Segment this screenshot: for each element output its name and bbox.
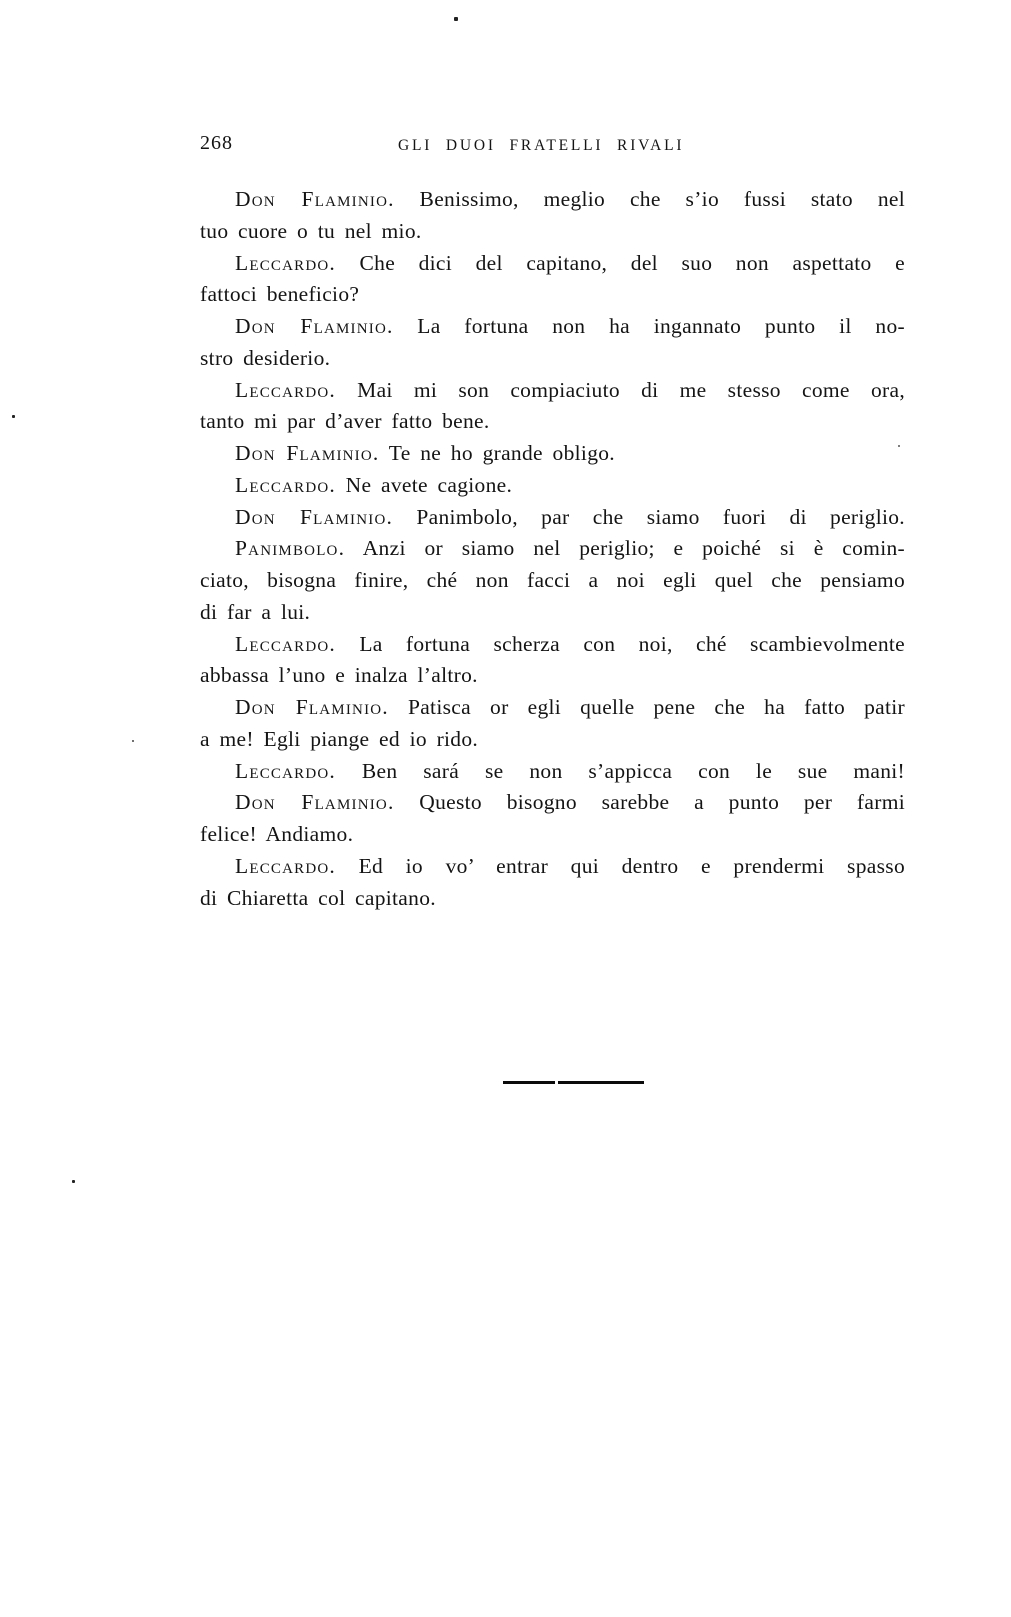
text-line: Leccardo. La fortuna scherza con noi, ché scambievolmente xyxy=(235,631,905,656)
text-line: Don Flaminio. Te ne ho grande obligo. xyxy=(235,441,615,465)
speaker-name: Don Flaminio. xyxy=(235,314,394,338)
speaker-name: Don Flaminio. xyxy=(235,441,380,465)
text-line: Don Flaminio. Benissimo, meglio che s’io fussi stato nel xyxy=(235,187,905,211)
text-line: Leccardo. Mai mi son compiaciuto di me stesso come ora, xyxy=(235,377,905,402)
text-line: Leccardo. Ben sará se non s’appicca con le sue mani! xyxy=(235,758,905,783)
dialogue-paragraph xyxy=(200,248,905,312)
speaker-name: Leccardo. xyxy=(235,377,336,402)
text-line: di Chiaretta col capitano. xyxy=(200,885,436,910)
text-line: ciato, bisogna finire, ché non facci a noi egli quel che pensiamo xyxy=(200,568,905,592)
dialogue-paragraph xyxy=(200,502,905,534)
text-line: di far a lui. xyxy=(200,599,311,624)
speaker-name: Panimbolo. xyxy=(235,536,346,561)
running-head xyxy=(0,0,1011,170)
dialogue-paragraph xyxy=(200,375,905,439)
dialogue-paragraph xyxy=(200,851,905,915)
dialogue-paragraph xyxy=(200,438,905,470)
page-number: 268 xyxy=(200,132,233,154)
running-title: GLI DUOI FRATELLI RIVALI xyxy=(398,137,685,154)
text-line: tuo cuore o tu nel mio. xyxy=(200,218,422,243)
text-line: Leccardo. Ne avete cagione. xyxy=(235,472,513,497)
dialogue-paragraph xyxy=(200,533,905,628)
scan-speck xyxy=(132,740,134,742)
dialogue xyxy=(200,184,905,914)
speaker-name: Don Flaminio. xyxy=(235,187,395,211)
speaker-name: Don Flaminio. xyxy=(235,790,395,815)
divider-segment xyxy=(558,1081,644,1084)
scan-speck xyxy=(12,415,15,418)
text-line: Don Flaminio. Panimbolo, par che siamo fuori di periglio. xyxy=(235,504,905,529)
dialogue-paragraph xyxy=(200,692,905,756)
text-line: Panimbolo. Anzi or siamo nel periglio; e poiché si è comin- xyxy=(235,536,905,561)
speaker-name: Leccardo. xyxy=(235,250,336,275)
dialogue-paragraph xyxy=(200,756,905,788)
speaker-name: Leccardo. xyxy=(235,758,336,783)
text-line: stro desiderio. xyxy=(200,345,331,370)
text-line: Don Flaminio. Patisca or egli quelle pene che ha fatto patir xyxy=(235,695,905,719)
text-line: Leccardo. Ed io vo’ entrar qui dentro e prendermi spasso xyxy=(235,853,905,878)
speaker-name: Leccardo. xyxy=(235,472,336,497)
text-line: felice! Andiamo. xyxy=(200,822,354,846)
speaker-name: Leccardo. xyxy=(235,853,336,878)
dialogue-paragraph xyxy=(200,311,905,375)
divider-segment xyxy=(503,1081,555,1084)
text-line: fattoci beneficio? xyxy=(200,282,360,307)
speaker-name: Don Flaminio. xyxy=(235,504,394,529)
dialogue-paragraph xyxy=(200,787,905,851)
scan-speck xyxy=(72,1180,75,1183)
section-divider xyxy=(503,1081,644,1084)
dialogue-paragraph xyxy=(200,629,905,693)
text-line: Don Flaminio. La fortuna non ha ingannato punto il no- xyxy=(235,314,905,338)
speaker-name: Don Flaminio. xyxy=(235,695,389,719)
text-line: tanto mi par d’aver fatto bene. xyxy=(200,409,490,434)
text-line: Don Flaminio. Questo bisogno sarebbe a punto per farmi xyxy=(235,790,905,815)
dialogue-paragraph xyxy=(200,184,905,248)
text-line: abbassa l’uno e inalza l’altro. xyxy=(200,663,478,688)
dialogue-paragraph xyxy=(200,470,905,502)
speaker-name: Leccardo. xyxy=(235,631,336,656)
text-line: Leccardo. Che dici del capitano, del suo non aspettato e xyxy=(235,250,905,275)
text-line: a me! Egli piange ed io rido. xyxy=(200,726,479,751)
